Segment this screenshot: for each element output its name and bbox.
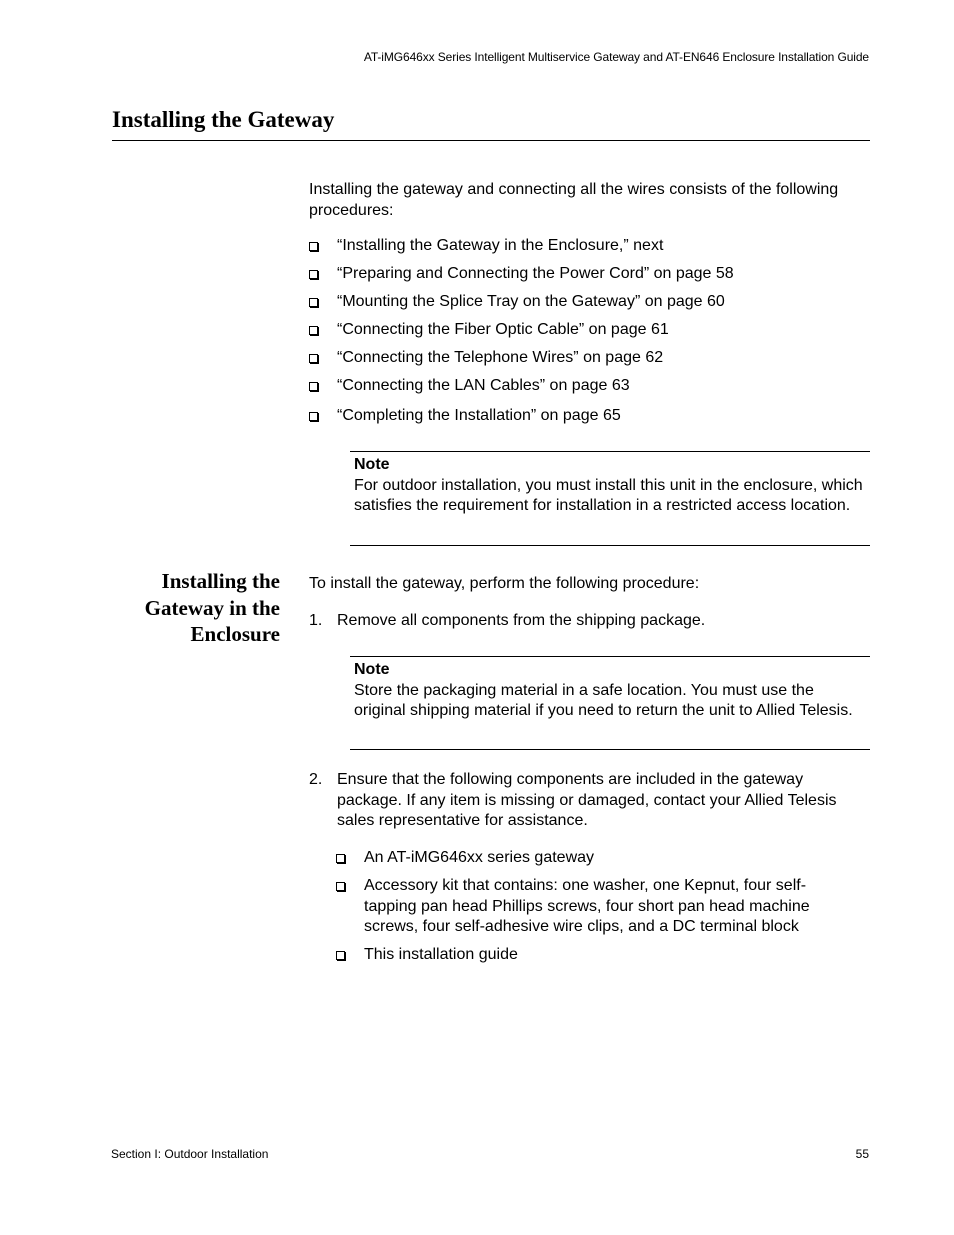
section-heading-line: Gateway in the [144,595,280,620]
chapter-title: Installing the Gateway [112,107,335,132]
component-item: An AT-iMG646xx series gateway [336,848,870,869]
checkbox-bullet-icon [309,242,318,251]
checkbox-bullet-icon [336,882,345,891]
title-divider [112,140,870,141]
checkbox-bullet-icon [336,854,345,863]
step-number: 2. [309,771,323,788]
section-intro: To install the gateway, perform the following procedure: [309,575,700,592]
running-header: AT-iMG646xx Series Intelligent Multiservice Gateway and AT-EN646 Enclosure Installation Guide [363,50,869,64]
note-box [350,656,870,750]
checkbox-bullet-icon [309,298,318,307]
chapter-intro: Installing the gateway and connecting all the wires consists of the following procedures: [309,181,839,219]
checkbox-bullet-icon [309,326,318,335]
checkbox-bullet-icon [309,270,318,279]
step-text: Ensure that the following components are included in the gateway package. If any item is missing or damaged, contact your Allied Telesis sales representative for assistance. [337,771,837,829]
step-text: Remove all components from the shipping package. [337,612,706,629]
note-box [350,451,870,546]
section-heading [110,568,280,648]
section-heading-line: Installing the [161,569,280,593]
note-title: Note [354,456,390,473]
checkbox-bullet-icon [309,382,318,391]
checkbox-bullet-icon [336,951,345,960]
step-1 [309,611,871,632]
footer-page-number: 55 [855,1147,869,1161]
note-text: For outdoor installation, you must install this unit in the enclosure, which satisfies the requirement for installation in a restricted access location. [354,476,863,514]
component-item: Accessory kit that contains: one washer, one Kepnut, four self-tapping pan head Phillips screws, four short pan head machine screws, four self-adhesive wire clips, and a DC terminal block [336,876,870,938]
note-text: Store the packaging material in a safe location. You must use the original shipping material if you need to return the unit to Allied Telesis. [354,681,853,719]
checkbox-bullet-icon [309,354,318,363]
footer-section-label: Section I: Outdoor Installation [111,1147,269,1161]
step-number: 1. [309,612,323,629]
step-2 [309,770,871,832]
component-item: This installation guide [336,945,870,966]
section-heading-line: Enclosure [190,622,280,646]
checkbox-bullet-icon [309,412,318,421]
note-title: Note [354,661,390,678]
